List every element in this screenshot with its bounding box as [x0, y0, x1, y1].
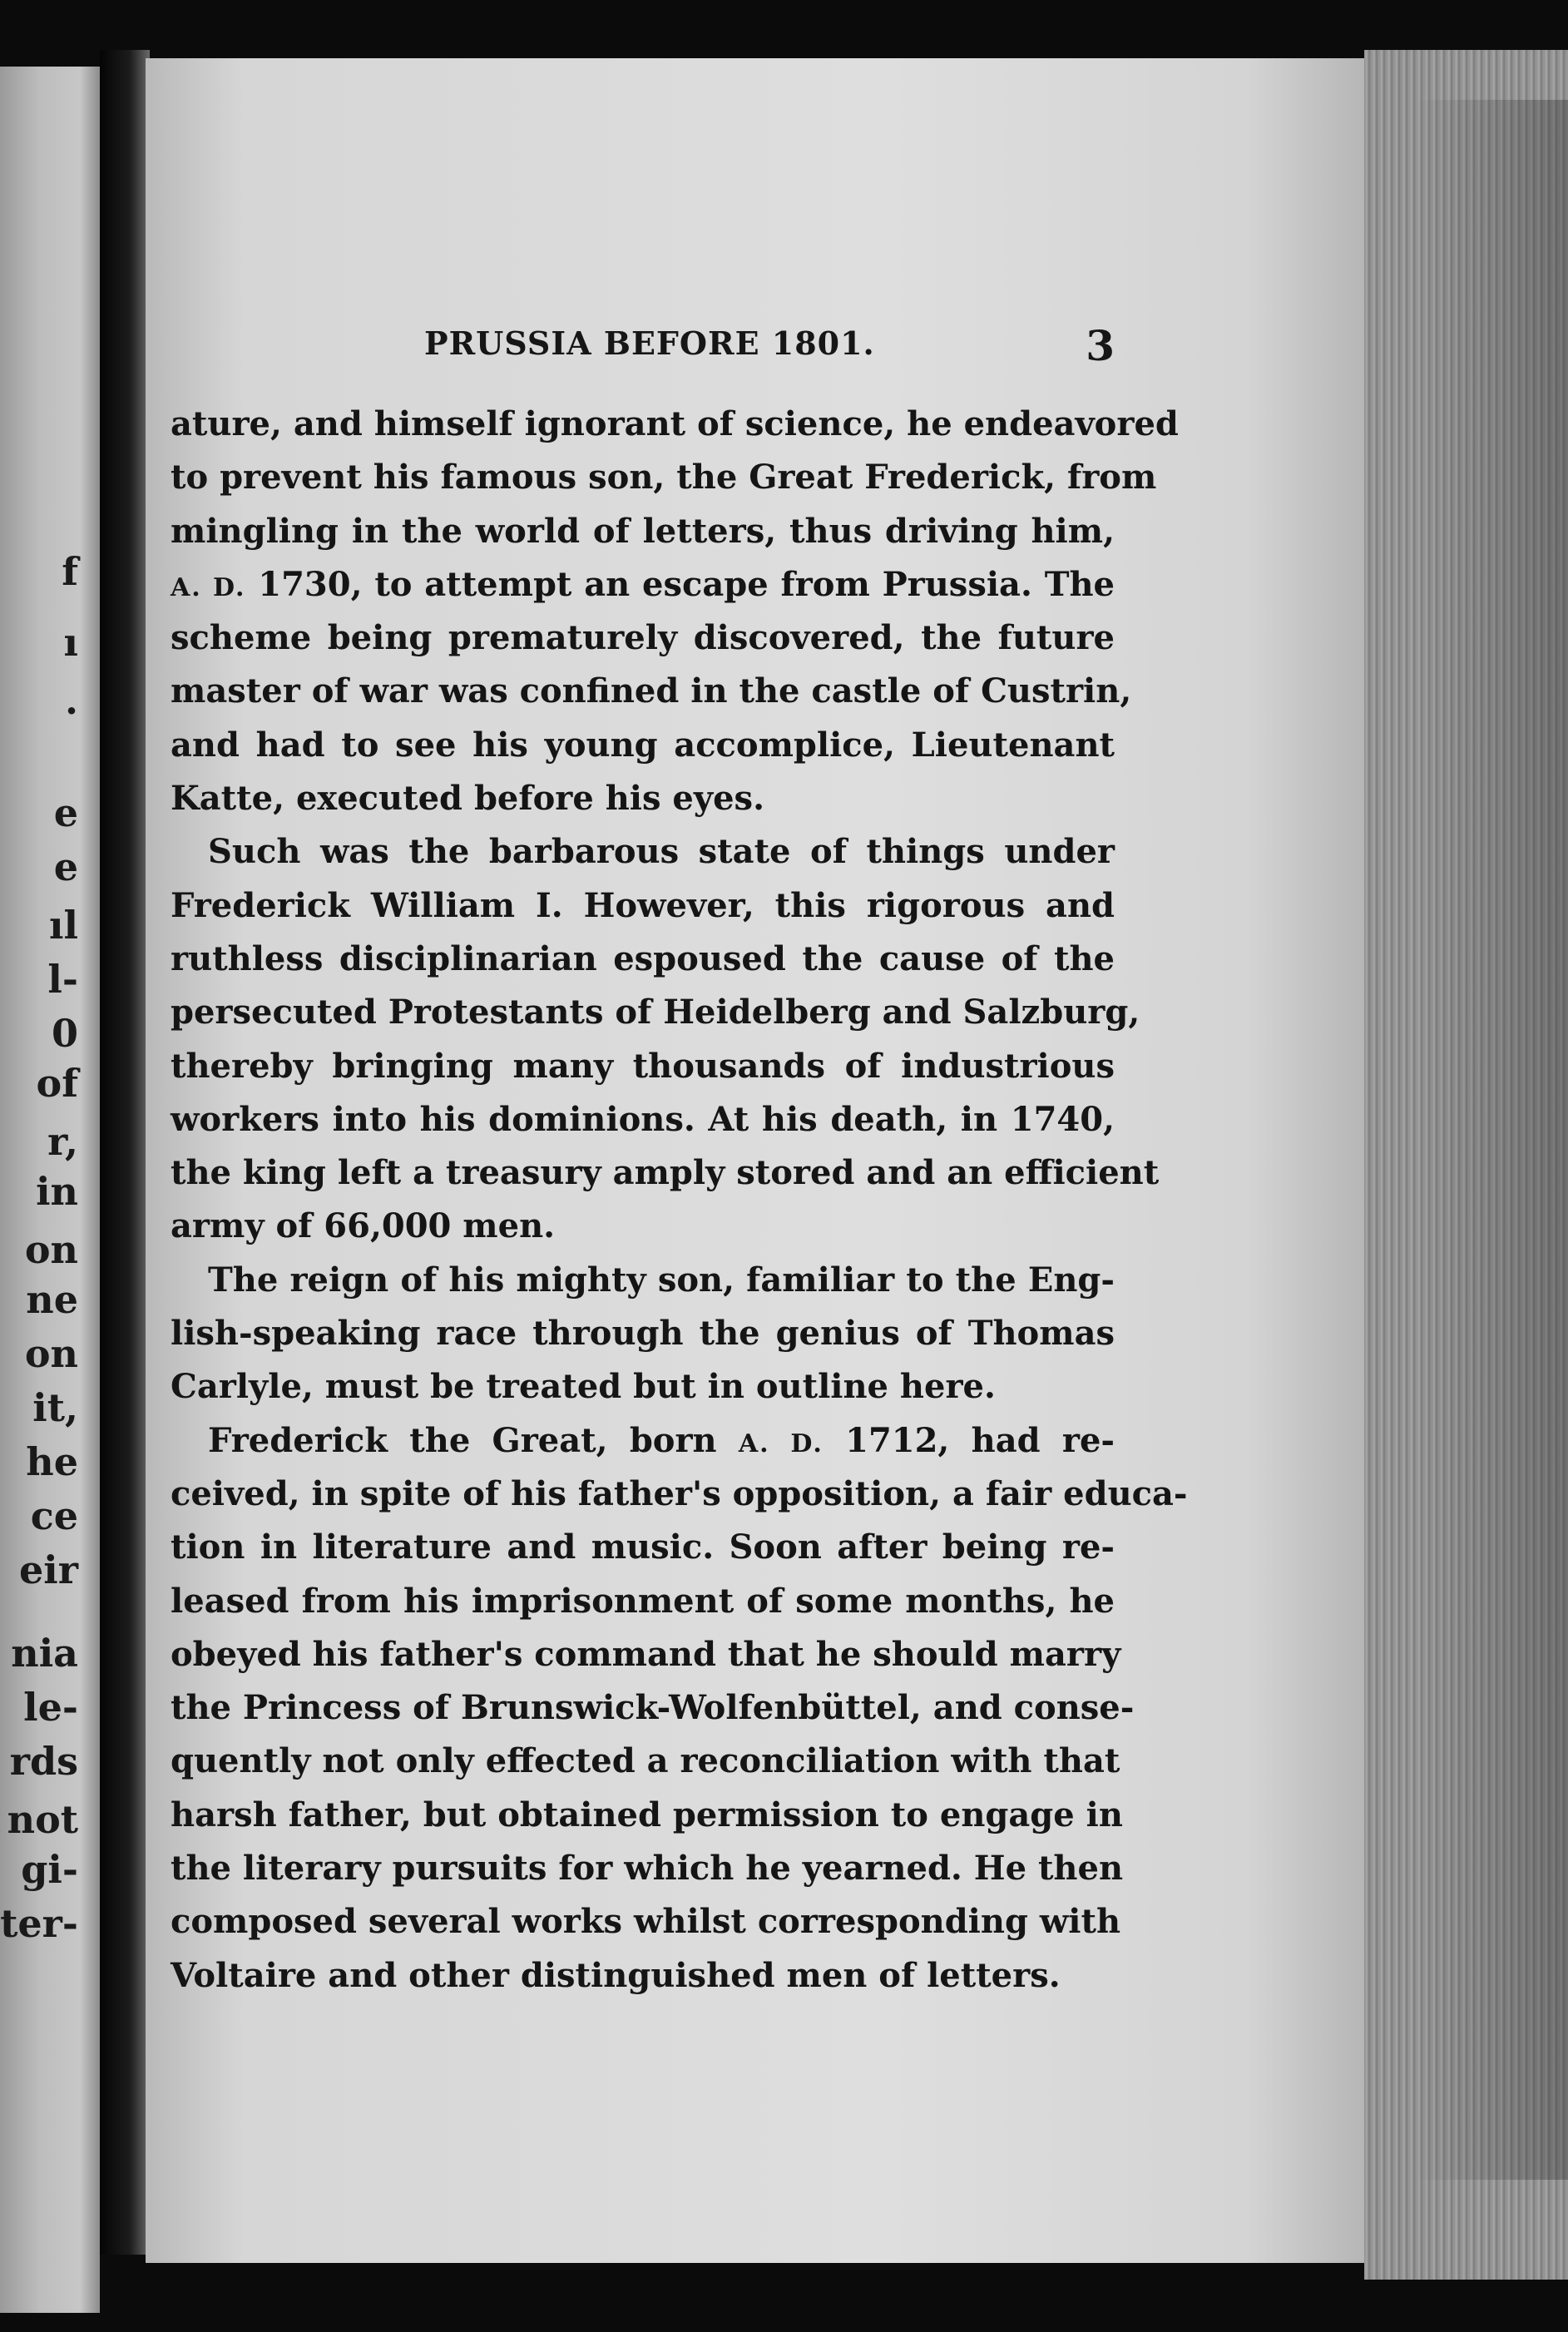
- facing-page-fragment: r,: [47, 1119, 78, 1164]
- text-line: persecuted Protestants of Heidelberg and Salzburg,: [171, 993, 1140, 1032]
- text-line: the king left a treasury amply stored and an efficient: [171, 1153, 1160, 1193]
- facing-page-fragment: f: [62, 549, 78, 594]
- text-line: master of war was confined in the castle of Custrin,: [171, 671, 1132, 711]
- text-line: ceived, in spite of his father's opposition, a fair educa-: [171, 1473, 1188, 1513]
- facing-page-fragment: gi-: [21, 1847, 78, 1892]
- text-line: harsh father, but obtained permission to engage in: [171, 1795, 1123, 1834]
- facing-page-fragment: le-: [23, 1685, 78, 1730]
- text-line: Voltaire and other distinguished men of letters.: [171, 1955, 1061, 1995]
- facing-page-fragment: in: [36, 1169, 78, 1214]
- facing-page-fragment: 0: [51, 1011, 78, 1056]
- facing-page-fragment: rds: [9, 1739, 78, 1784]
- paragraph: [171, 825, 1160, 1253]
- text-line: army of 66,000 men.: [171, 1206, 556, 1246]
- body-text: [171, 398, 1188, 2003]
- book-gutter: [100, 50, 150, 2255]
- text-line: A. D. 1730, to attempt an escape from Prussia. The: [171, 564, 1115, 604]
- page-number: 3: [1086, 321, 1115, 370]
- text-line: Frederick the Great, born A. D. 1712, had re-: [208, 1420, 1115, 1460]
- text-line: scheme being prematurely discovered, the future: [171, 618, 1115, 658]
- text-line: the literary pursuits for which he yearned. He then: [171, 1849, 1124, 1889]
- facing-page-fragment: e: [53, 844, 78, 889]
- running-title: PRUSSIA BEFORE 1801.: [424, 324, 875, 362]
- facing-page-fragment: it,: [32, 1385, 78, 1430]
- facing-page-fragment: eir: [19, 1547, 78, 1592]
- text-line: thereby bringing many thousands of industrious: [171, 1046, 1115, 1086]
- text-line: obeyed his father's command that he should marry: [171, 1634, 1121, 1674]
- text-line: Katte, executed before his eyes.: [171, 779, 765, 819]
- text-line: to prevent his famous son, the Great Frederick, from: [171, 458, 1157, 498]
- facing-page-fragment: l-: [47, 957, 78, 1002]
- page-edge-shadow: [1414, 100, 1568, 2180]
- text-line: and had to see his young accomplice, Lieutenant: [171, 725, 1115, 765]
- facing-page-fragment: of: [36, 1061, 78, 1106]
- facing-page-fragment: nia: [11, 1631, 78, 1676]
- text-line: Frederick William I. However, this rigorous and: [171, 885, 1115, 925]
- text-line: mingling in the world of letters, thus driving him,: [171, 511, 1115, 551]
- facing-page-edge: [0, 67, 100, 2313]
- text-line: tion in literature and music. Soon after being re-: [171, 1527, 1115, 1567]
- facing-page-fragment: on: [24, 1227, 78, 1272]
- text-line: the Princess of Brunswick-Wolfenbüttel, and conse-: [171, 1688, 1135, 1728]
- text-line: leased from his imprisonment of some months, he: [171, 1581, 1115, 1621]
- text-line: composed several works whilst corresponding with: [171, 1902, 1121, 1942]
- facing-page-fragment: ı: [63, 620, 78, 665]
- text-line: quently not only effected a reconciliation with that: [171, 1741, 1120, 1781]
- facing-page-fragment: not: [7, 1797, 78, 1842]
- facing-page-fragment: .: [64, 678, 78, 723]
- facing-page-fragment: ne: [26, 1277, 78, 1322]
- facing-page-fragment: ıl: [49, 903, 78, 948]
- text-line: Such was the barbarous state of things under: [208, 832, 1115, 872]
- facing-page-fragment: on: [24, 1331, 78, 1376]
- text-line: Carlyle, must be treated but in outline here.: [171, 1367, 996, 1407]
- facing-page-fragment: ter-: [0, 1901, 78, 1946]
- facing-page-text-fragments: [0, 67, 83, 2313]
- text-line: lish-speaking race through the genius of Thomas: [171, 1314, 1115, 1354]
- text-line: ruthless disciplinarian espoused the cause of the: [171, 938, 1115, 978]
- paragraph: [171, 398, 1179, 825]
- facing-page-fragment: e: [53, 790, 78, 835]
- facing-page-fragment: he: [26, 1439, 78, 1484]
- paragraph: [171, 1254, 1115, 1414]
- facing-page-fragment: ce: [30, 1493, 78, 1538]
- paragraph: [171, 1414, 1188, 2003]
- text-line: workers into his dominions. At his death, in 1740,: [171, 1099, 1115, 1139]
- text-line: The reign of his mighty son, familiar to the Eng-: [208, 1260, 1115, 1300]
- text-line: ature, and himself ignorant of science, he endeavored: [171, 404, 1179, 443]
